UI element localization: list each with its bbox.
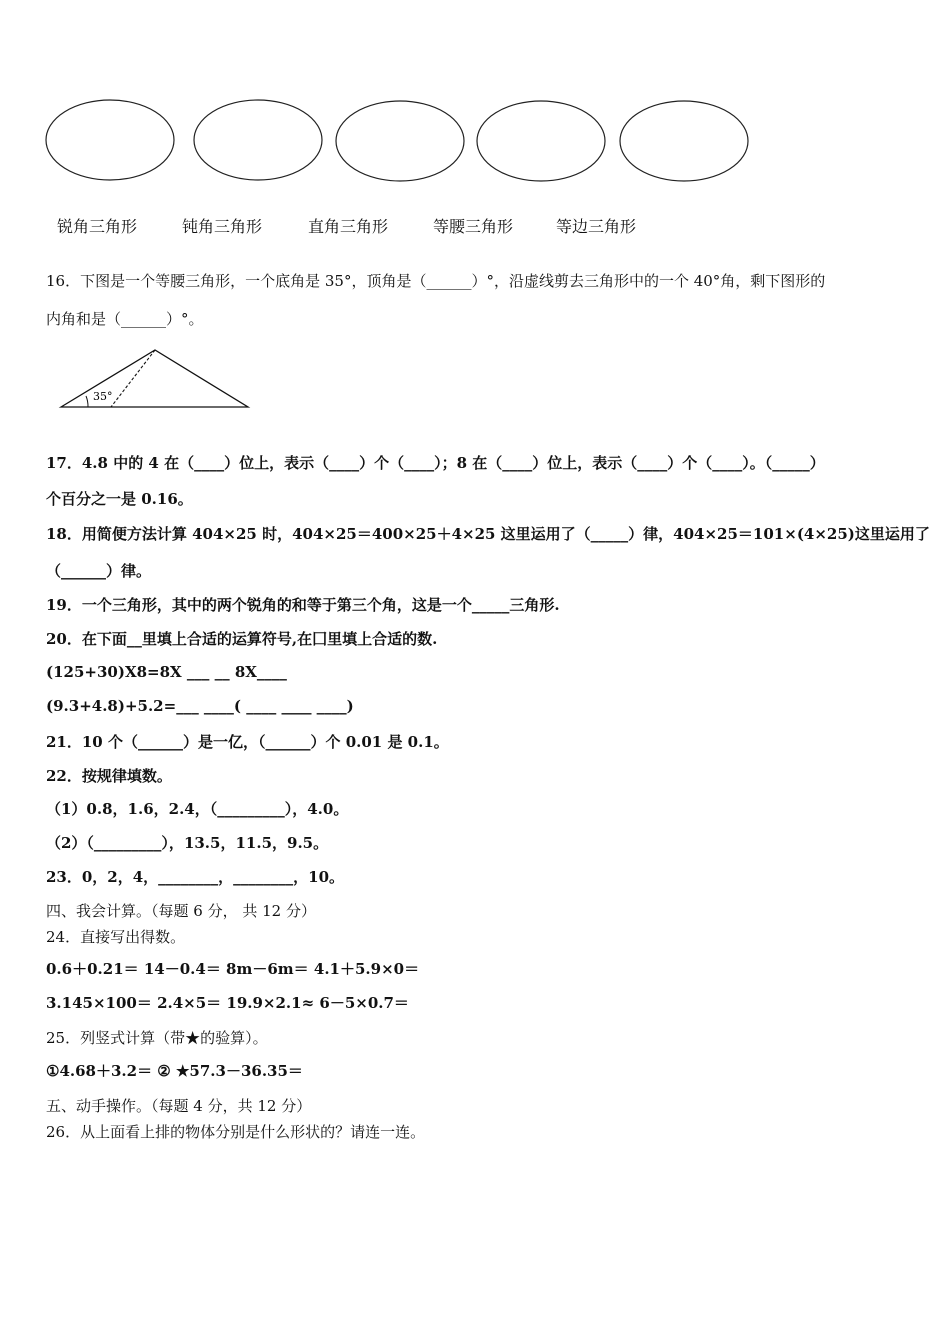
question-16-line-2: 内角和是（______）°。 xyxy=(46,310,204,328)
question-17-line-2: 个百分之一是 0.16。 xyxy=(46,490,193,508)
question-18-line-1: 18．用简便方法计算 404×25 时，404×25＝400×25＋4×25 这里运用了（_____）律，404×25＝101×(4×25)这里运用了 xyxy=(46,525,930,543)
label-isosceles-triangle: 等腰三角形 xyxy=(433,217,514,236)
triangle-outline xyxy=(61,350,248,407)
dashed-cut-line xyxy=(111,350,155,407)
question-22-part-1: （1）0.8，1.6，2.4，（_________），4.0。 xyxy=(46,800,349,818)
oval-obtuse xyxy=(194,100,322,180)
question-20: 20．在下面__里填上合适的运算符号,在囗里填上合适的数. xyxy=(46,630,438,648)
question-24: 24．直接写出得数。 xyxy=(46,928,186,946)
oval-isosceles xyxy=(477,101,605,181)
question-24-row-2: 3.145×100＝ 2.4×5＝ 19.9×2.1≈ 6－5×0.7＝ xyxy=(46,994,409,1012)
angle-arc xyxy=(86,396,88,407)
question-25: 25．列竖式计算（带★的验算）。 xyxy=(46,1029,268,1047)
question-22-part-2: （2）（_________），13.5，11.5，9.5。 xyxy=(46,834,329,852)
question-17-line-1: 17．4.8 中的 4 在（____）位上，表示（____）个（____）；8 在（____）位上，表示（____）个（____）。（_____） xyxy=(46,454,825,472)
question-18-line-2: （______）律。 xyxy=(46,562,152,580)
oval-equilateral xyxy=(620,101,748,181)
section-4-heading: 四、我会计算。（每题 6 分， 共 12 分） xyxy=(46,902,316,920)
label-right-triangle: 直角三角形 xyxy=(308,217,389,236)
oval-right xyxy=(336,101,464,181)
classification-ovals xyxy=(0,0,950,200)
question-23: 23．0，2，4，________，________，10。 xyxy=(46,868,345,886)
question-25-items: ①4.68＋3.2＝ ② ★57.3－36.35＝ xyxy=(46,1062,303,1080)
question-26: 26．从上面看上排的物体分别是什么形状的？请连一连。 xyxy=(46,1123,426,1141)
angle-label: 35° xyxy=(93,390,113,403)
label-acute-triangle: 锐角三角形 xyxy=(57,217,138,236)
question-20-expression-2: (9.3+4.8)+5.2=___ ____( ____ ____ ____) xyxy=(46,697,354,715)
isosceles-triangle-figure xyxy=(55,344,255,414)
question-20-expression-1: (125+30)X8=8X ___ __ 8X____ xyxy=(46,663,287,681)
section-5-heading: 五、动手操作。（每题 4 分，共 12 分） xyxy=(46,1097,312,1115)
oval-acute xyxy=(46,100,174,180)
question-22: 22．按规律填数。 xyxy=(46,767,172,785)
label-obtuse-triangle: 钝角三角形 xyxy=(182,217,263,236)
question-16-line-1: 16．下图是一个等腰三角形，一个底角是 35°，顶角是（______）°，沿虚线剪去三角形中的一个 40°角，剩下图形的 xyxy=(46,272,826,290)
question-21: 21．10 个（______）是一亿，（______）个 0.01 是 0.1。 xyxy=(46,733,449,751)
question-24-row-1: 0.6＋0.21＝ 14－0.4＝ 8m－6m＝ 4.1＋5.9×0＝ xyxy=(46,960,420,978)
label-equilateral-triangle: 等边三角形 xyxy=(556,217,637,236)
question-19: 19．一个三角形，其中的两个锐角的和等于第三个角，这是一个_____三角形. xyxy=(46,596,560,614)
